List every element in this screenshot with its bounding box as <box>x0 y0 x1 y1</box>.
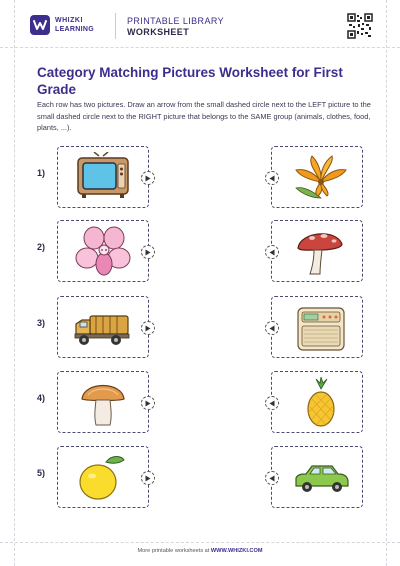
pineapple-icon <box>290 377 352 429</box>
arrow-right-icon <box>145 475 151 482</box>
right-picture-card <box>271 296 363 358</box>
left-connection-dot[interactable] <box>141 396 155 410</box>
logo-line-2: LEARNING <box>55 26 94 33</box>
frame-guide-bottom <box>0 542 400 543</box>
left-picture-card <box>57 446 149 508</box>
header-type: WORKSHEET <box>127 27 190 37</box>
truck-icon <box>72 302 134 354</box>
worksheet-title: Category Matching Pictures Worksheet for First Grade <box>37 65 343 97</box>
arrow-right-icon <box>145 175 151 182</box>
arrow-right-icon <box>145 325 151 332</box>
worksheet-footer <box>0 548 400 554</box>
right-picture-card <box>271 146 363 208</box>
footer-link[interactable]: WWW.WHIZKI.COM <box>210 548 263 554</box>
right-connection-dot[interactable] <box>265 321 279 335</box>
matching-row-3 <box>37 296 363 358</box>
header-divider <box>115 13 116 39</box>
worksheet-instructions: Each row has two pictures. Draw an arrow from the small dashed circle next to the LEFT picture to the small dashed circle next to the RIGHT picture that belongs to the SAME group (animals, clothes, food, plants, ...). <box>37 100 371 133</box>
left-picture-card <box>57 296 149 358</box>
right-picture-card <box>271 446 363 508</box>
left-picture-card <box>57 371 149 433</box>
brown-mushroom-icon <box>72 377 134 429</box>
frame-guide-top <box>0 47 400 48</box>
red-mushroom-icon <box>290 226 352 278</box>
left-connection-dot[interactable] <box>141 321 155 335</box>
matching-row-4 <box>37 371 363 433</box>
worksheet-header <box>25 10 375 42</box>
right-picture-card <box>271 220 363 282</box>
left-picture-card <box>57 146 149 208</box>
row-number: 1) <box>37 168 46 178</box>
logo-line-1: WHIZKI <box>55 17 83 24</box>
frame-guide-right <box>386 0 387 566</box>
right-picture-card <box>271 371 363 433</box>
row-number: 2) <box>37 242 46 252</box>
right-connection-dot[interactable] <box>265 396 279 410</box>
row-number: 5) <box>37 468 46 478</box>
left-connection-dot[interactable] <box>141 245 155 259</box>
footer-text: More printable worksheets at <box>137 548 210 554</box>
right-connection-dot[interactable] <box>265 171 279 185</box>
frame-guide-left <box>14 0 15 566</box>
car-icon <box>290 452 352 504</box>
arrow-left-icon <box>269 249 275 256</box>
arrow-left-icon <box>269 175 275 182</box>
left-picture-card <box>57 220 149 282</box>
row-number: 4) <box>37 393 46 403</box>
row-number: 3) <box>37 318 46 328</box>
matching-row-2 <box>37 220 363 282</box>
arrow-right-icon <box>145 249 151 256</box>
arrow-left-icon <box>269 400 275 407</box>
arrow-left-icon <box>269 475 275 482</box>
whizki-logo <box>30 15 94 35</box>
orchid-flower-icon <box>72 226 134 278</box>
matching-row-1 <box>37 146 363 208</box>
right-connection-dot[interactable] <box>265 471 279 485</box>
right-connection-dot[interactable] <box>265 245 279 259</box>
matching-row-5 <box>37 446 363 508</box>
television-icon <box>72 152 134 204</box>
lemon-icon <box>72 452 134 504</box>
arrow-right-icon <box>145 400 151 407</box>
left-connection-dot[interactable] <box>141 471 155 485</box>
qr-code-icon <box>347 13 373 39</box>
arrow-left-icon <box>269 325 275 332</box>
left-connection-dot[interactable] <box>141 171 155 185</box>
lily-flower-icon <box>290 152 352 204</box>
header-category: PRINTABLE LIBRARY <box>127 16 224 26</box>
bread-maker-icon <box>290 302 352 354</box>
logo-mark-icon <box>30 15 50 35</box>
